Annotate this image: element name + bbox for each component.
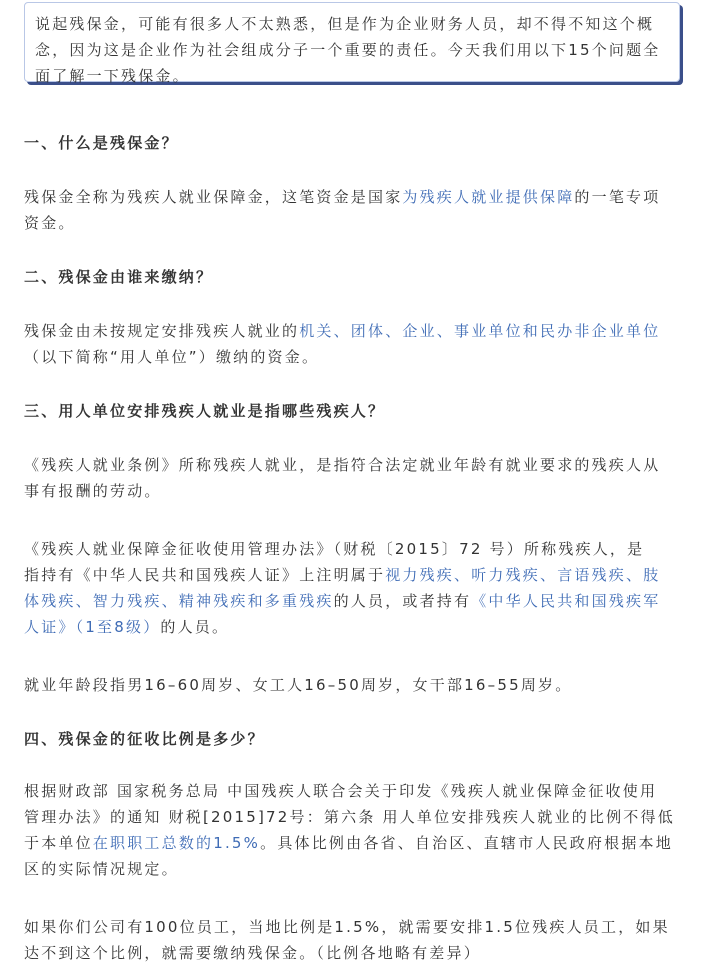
highlight-text: 人证》（1至8级） xyxy=(24,618,161,636)
section-heading-2: 二、残保金由谁来缴纳？ xyxy=(24,268,214,286)
text: 的一笔专项 xyxy=(574,188,661,206)
text: 达不到这个比例，就需要缴纳残保金。（比例各地略有差异） xyxy=(24,944,481,962)
text: 。具体比例由各省、自治区、直辖市人民政府根据本地 xyxy=(260,834,673,852)
section-heading-3: 三、用人单位安排残疾人就业是指哪些残疾人？ xyxy=(24,402,386,420)
text: 的人员。 xyxy=(160,618,230,636)
text: 事有报酬的劳动。 xyxy=(24,482,162,500)
section-3-paragraph-3: 就业年龄段指男16–60周岁、女工人16–50周岁，女干部16–55周岁。 xyxy=(24,676,573,694)
text: 根据财政部 国家税务总局 中国残疾人联合会关于印发《残疾人就业保障金征收使用 xyxy=(24,782,658,800)
section-4-paragraph-1 xyxy=(24,778,704,882)
text: 《残疾人就业条例》所称残疾人就业，是指符合法定就业年龄有就业要求的残疾人从 xyxy=(24,456,661,474)
highlight-text: 机关、团体、企业、事业单位和民办非企业单位 xyxy=(299,322,661,340)
highlight-text: 在职职工总数的1.5% xyxy=(92,834,261,852)
text: 区的实际情况规定。 xyxy=(24,860,179,878)
highlight-text: 《中华人民共和国残疾军 xyxy=(471,592,661,610)
text: 的人员，或者持有 xyxy=(333,592,472,610)
section-4-paragraph-2 xyxy=(24,914,704,966)
text: 残保金全称为残疾人就业保障金，这笔资金是国家 xyxy=(24,188,403,206)
highlight-text: 体残疾、智力残疾、精神残疾和多重残疾 xyxy=(24,592,334,610)
text: （以下简称“用人单位”）缴纳的资金。 xyxy=(24,348,320,366)
highlight-text: 为残疾人就业提供保障 xyxy=(402,188,575,206)
text: 指持有《中华人民共和国残疾人证》上注明属于 xyxy=(24,566,386,584)
text: 于本单位 xyxy=(24,834,93,852)
text: 管理办法》的通知 财税[2015]72号：第六条 用人单位安排残疾人就业的比例不得低 xyxy=(24,808,675,826)
intro-line: 面了解一下残保金。 xyxy=(35,67,190,85)
section-3-paragraph-2 xyxy=(24,536,704,640)
section-heading-1: 一、什么是残保金？ xyxy=(24,134,179,152)
section-3-paragraph-1 xyxy=(24,452,704,504)
text: 如果你们公司有100位员工，当地比例是1.5%，就需要安排1.5位残疾人员工，如果 xyxy=(24,918,670,936)
intro-box xyxy=(24,2,680,85)
section-2-paragraph xyxy=(24,318,704,370)
intro-line: 念，因为这是企业作为社会组成分子一个重要的责任。今天我们用以下15个问题全 xyxy=(35,41,661,59)
text: 《残疾人就业保障金征收使用管理办法》（财税〔2015〕72 号）所称残疾人，是 xyxy=(24,540,645,558)
highlight-text: 视力残疾、听力残疾、言语残疾、肢 xyxy=(385,566,661,584)
section-1-paragraph xyxy=(24,184,704,236)
text: 残保金由未按规定安排残疾人就业的 xyxy=(24,322,300,340)
intro-line: 说起残保金，可能有很多人不太熟悉，但是作为企业财务人员，却不得不知这个概 xyxy=(35,15,655,33)
text: 资金。 xyxy=(24,214,76,232)
section-heading-4: 四、残保金的征收比例是多少？ xyxy=(24,730,265,748)
